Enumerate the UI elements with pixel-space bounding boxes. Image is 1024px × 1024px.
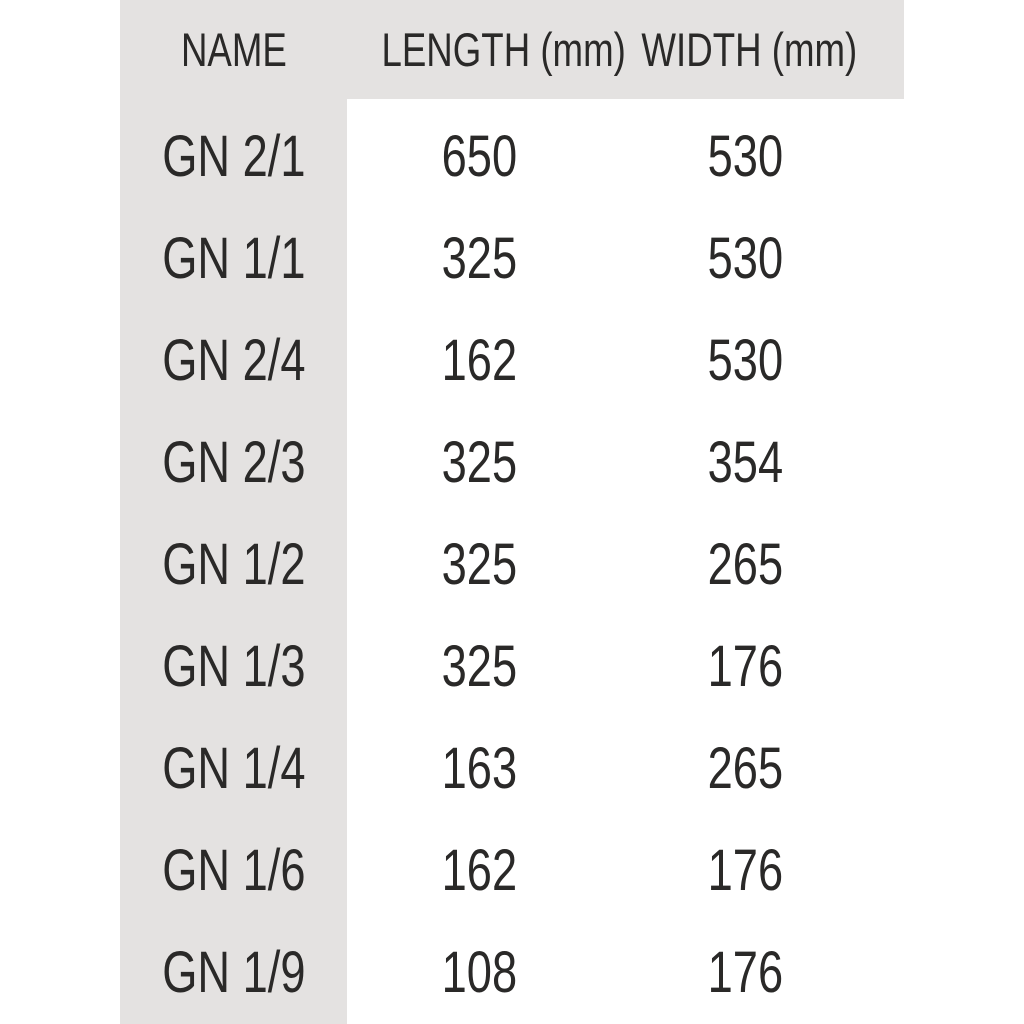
row-name: GN 2/3	[161, 429, 306, 495]
row-length: 325	[441, 225, 517, 291]
row-length: 650	[441, 123, 517, 189]
name-cell	[120, 225, 347, 292]
table-row	[0, 513, 1024, 615]
row-name: GN 2/4	[161, 327, 306, 393]
row-width: 176	[707, 838, 784, 904]
width-cell	[611, 837, 880, 904]
width-cell	[611, 939, 880, 1006]
table-row	[0, 207, 1024, 309]
table-row	[0, 309, 1024, 411]
name-cell	[120, 123, 347, 190]
column-header-width-label: WIDTH (mm)	[641, 23, 858, 76]
name-cell	[120, 633, 347, 700]
name-cell	[120, 429, 347, 496]
row-length: 325	[441, 531, 517, 597]
column-header-width	[611, 22, 880, 77]
row-name: GN 1/9	[161, 940, 306, 1006]
width-cell	[611, 735, 880, 802]
length-cell	[347, 225, 611, 292]
column-header-length	[347, 22, 626, 77]
length-cell	[347, 429, 611, 496]
column-header-length-label: LENGTH (mm)	[381, 23, 626, 76]
length-cell	[347, 531, 611, 598]
row-name: GN 1/6	[161, 838, 306, 904]
name-cell	[120, 327, 347, 394]
table-row	[0, 411, 1024, 513]
row-name: GN 1/4	[161, 736, 306, 802]
row-name: GN 1/1	[161, 225, 306, 291]
row-width: 354	[707, 429, 784, 495]
table-header-row	[0, 0, 1024, 99]
name-cell	[120, 531, 347, 598]
width-cell	[611, 429, 880, 496]
name-cell	[120, 735, 347, 802]
table-row	[0, 718, 1024, 820]
table-body	[0, 105, 1024, 1024]
width-cell	[611, 531, 880, 598]
row-width: 176	[707, 940, 784, 1006]
row-length: 163	[441, 736, 517, 802]
length-cell	[347, 327, 611, 394]
row-name: GN 1/2	[161, 531, 306, 597]
column-header-name-label: NAME	[180, 23, 287, 76]
width-cell	[611, 225, 880, 292]
row-width: 176	[707, 634, 784, 700]
row-width: 530	[707, 123, 784, 189]
row-width: 265	[707, 531, 784, 597]
table-row	[0, 616, 1024, 718]
length-cell	[347, 939, 611, 1006]
row-width: 530	[707, 225, 784, 291]
row-name: GN 2/1	[161, 123, 306, 189]
column-header-name	[120, 22, 347, 77]
row-length: 108	[441, 940, 517, 1006]
row-length: 325	[441, 634, 517, 700]
row-width: 530	[707, 327, 784, 393]
row-length: 325	[441, 429, 517, 495]
length-cell	[347, 735, 611, 802]
name-cell	[120, 837, 347, 904]
table-row	[0, 820, 1024, 922]
row-length: 162	[441, 838, 517, 904]
width-cell	[611, 123, 880, 190]
length-cell	[347, 837, 611, 904]
name-cell	[120, 939, 347, 1006]
length-cell	[347, 123, 611, 190]
row-name: GN 1/3	[161, 634, 306, 700]
row-length: 162	[441, 327, 517, 393]
table-row	[0, 105, 1024, 207]
table-row	[0, 922, 1024, 1024]
length-cell	[347, 633, 611, 700]
row-width: 265	[707, 736, 784, 802]
width-cell	[611, 633, 880, 700]
width-cell	[611, 327, 880, 394]
